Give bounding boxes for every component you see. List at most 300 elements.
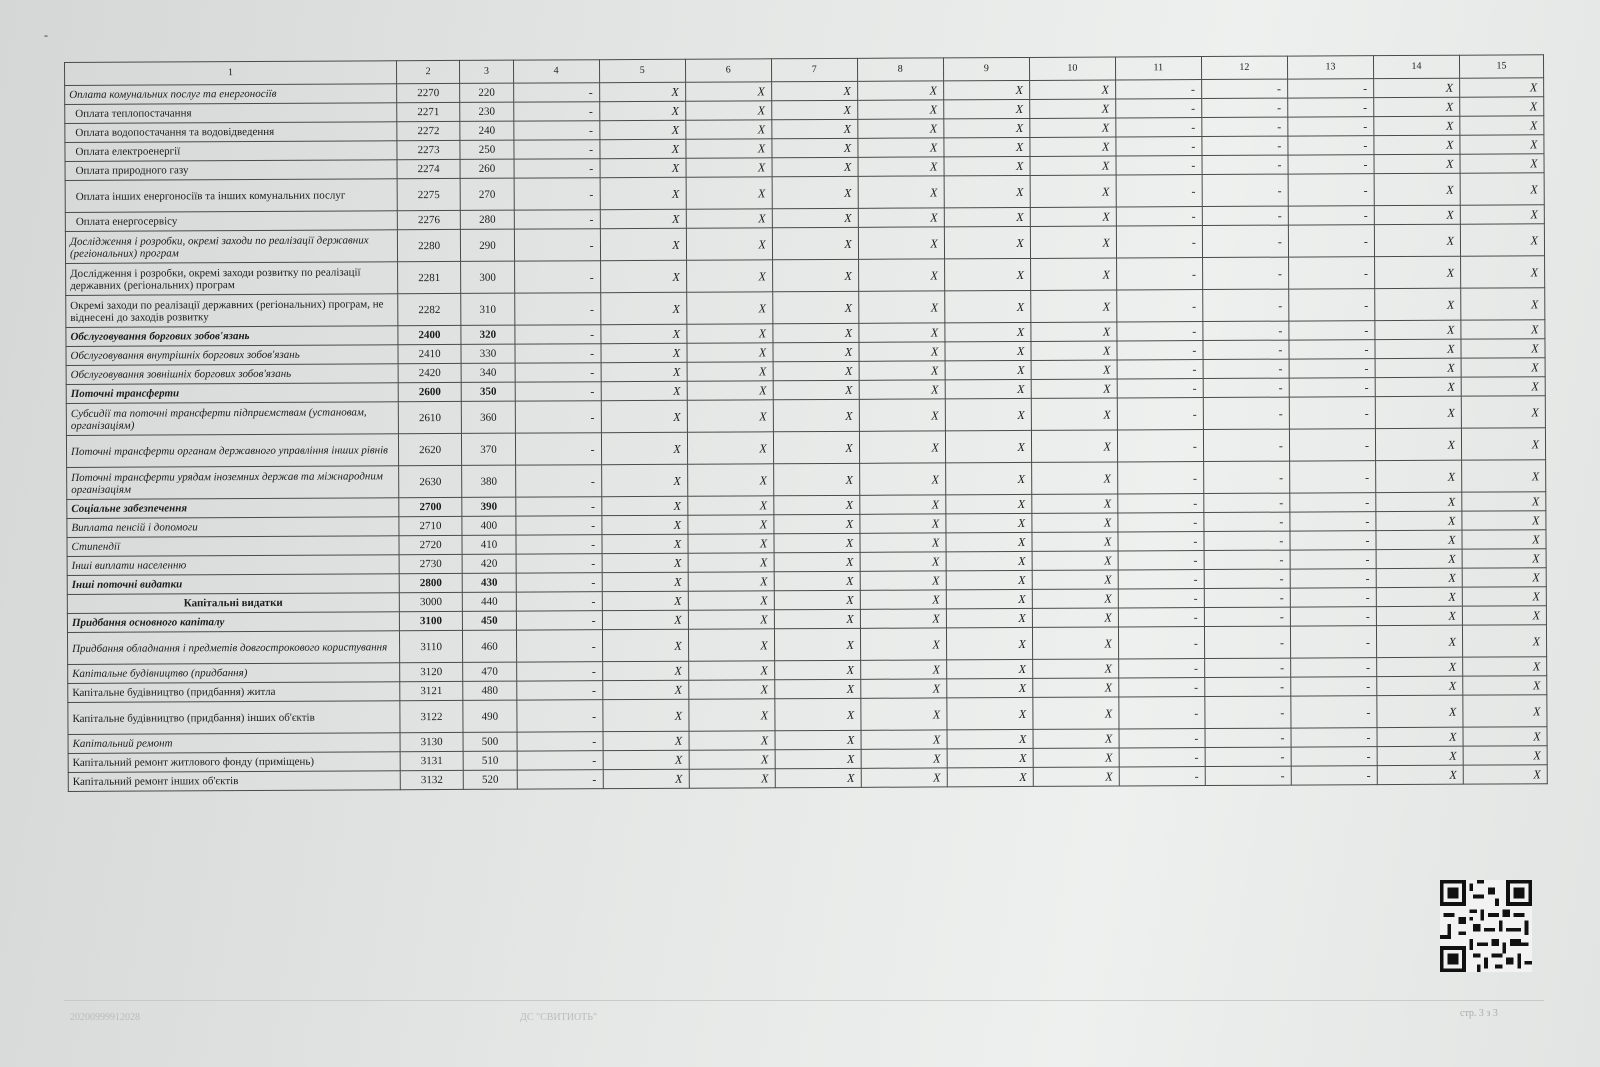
cell-dash: -: [1290, 531, 1376, 550]
cell-x-mark: X: [1461, 320, 1545, 339]
cell-x-mark: X: [1031, 341, 1117, 360]
cell-x-mark: X: [1462, 625, 1546, 657]
row-line-number: 280: [461, 210, 514, 229]
cell-dash: -: [1118, 513, 1204, 532]
row-line-number: 350: [462, 382, 515, 401]
cell-x-mark: X: [1376, 511, 1462, 530]
cell-x-mark: X: [686, 177, 772, 209]
cell-x-mark: X: [689, 699, 775, 731]
cell-x-mark: X: [771, 119, 857, 138]
cell-x-mark: X: [1032, 551, 1118, 570]
cell-dash: -: [1289, 461, 1375, 493]
cell-x-mark: X: [1377, 657, 1463, 676]
cell-x-mark: X: [1377, 676, 1463, 695]
cell-x-mark: X: [1376, 549, 1462, 568]
row-code: 3000: [399, 592, 463, 611]
cell-x-mark: X: [774, 571, 860, 590]
cell-dash: -: [1289, 429, 1375, 461]
cell-x-mark: X: [1374, 116, 1460, 135]
cell-x-mark: X: [1033, 748, 1119, 767]
row-line-number: 510: [463, 751, 516, 770]
cell-x-mark: X: [602, 553, 688, 572]
cell-x-mark: X: [600, 209, 686, 228]
cell-x-mark: X: [947, 748, 1033, 767]
cell-x-mark: X: [1462, 568, 1546, 587]
cell-x-mark: X: [1033, 697, 1119, 729]
cell-x-mark: X: [1460, 224, 1544, 256]
cell-x-mark: X: [1031, 360, 1117, 379]
cell-dash: -: [1204, 512, 1290, 531]
cell-x-mark: X: [858, 208, 944, 227]
cell-x-mark: X: [686, 292, 772, 324]
cell-x-mark: X: [774, 609, 860, 628]
cell-dash: -: [516, 662, 602, 681]
cell-x-mark: X: [775, 749, 861, 768]
cell-x-mark: X: [771, 81, 857, 100]
cell-x-mark: X: [944, 207, 1030, 226]
cell-x-mark: X: [946, 494, 1032, 513]
row-line-number: 410: [462, 535, 515, 554]
cell-x-mark: X: [601, 432, 687, 464]
cell-x-mark: X: [772, 227, 858, 259]
cell-x-mark: X: [946, 570, 1032, 589]
cell-dash: -: [1204, 531, 1290, 550]
cell-dash: -: [1204, 569, 1290, 588]
cell-x-mark: X: [1460, 78, 1544, 97]
cell-x-mark: X: [687, 496, 773, 515]
cell-x-mark: X: [1030, 118, 1116, 137]
cell-dash: -: [516, 592, 602, 611]
row-line-number: 320: [461, 325, 514, 344]
cell-x-mark: X: [602, 515, 688, 534]
cell-x-mark: X: [1374, 224, 1460, 256]
row-code: 2620: [398, 433, 462, 465]
cell-dash: -: [1203, 289, 1289, 321]
cell-dash: -: [1290, 569, 1376, 588]
cell-x-mark: X: [601, 381, 687, 400]
cell-dash: -: [1117, 462, 1203, 494]
cell-dash: -: [1291, 747, 1377, 766]
row-line-number: 250: [460, 140, 513, 159]
cell-x-mark: X: [861, 749, 947, 768]
cell-x-mark: X: [860, 533, 946, 552]
cell-x-mark: X: [685, 82, 771, 101]
cell-dash: -: [514, 293, 600, 325]
cell-x-mark: X: [1030, 137, 1116, 156]
cell-dash: -: [515, 433, 601, 465]
cell-dash: -: [1117, 398, 1203, 430]
cell-x-mark: X: [774, 660, 860, 679]
cell-x-mark: X: [689, 769, 775, 788]
cell-x-mark: X: [600, 139, 686, 158]
row-line-number: 500: [463, 732, 516, 751]
cell-dash: -: [1289, 340, 1375, 359]
cell-x-mark: X: [773, 342, 859, 361]
cell-dash: -: [1117, 290, 1203, 322]
cell-dash: -: [516, 554, 602, 573]
column-header: 1: [65, 61, 397, 86]
row-code: 2720: [399, 535, 463, 554]
row-code: 2700: [399, 497, 463, 516]
cell-x-mark: X: [1031, 379, 1117, 398]
row-code: 3120: [399, 662, 463, 681]
cell-x-mark: X: [601, 362, 687, 381]
cell-x-mark: X: [1030, 258, 1116, 290]
cell-x-mark: X: [1032, 532, 1118, 551]
cell-x-mark: X: [774, 514, 860, 533]
cell-dash: -: [1116, 99, 1202, 118]
row-name: Обслуговування боргових зобов'язань: [66, 326, 398, 347]
cell-x-mark: X: [860, 679, 946, 698]
cell-dash: -: [516, 535, 602, 554]
cell-dash: -: [1291, 728, 1377, 747]
cell-x-mark: X: [687, 343, 773, 362]
cell-x-mark: X: [1032, 494, 1118, 513]
cell-dash: -: [517, 751, 603, 770]
row-name: Дослідження і розробки, окремі заходи по реалізації державних (регіональних) програм: [65, 230, 397, 264]
cell-x-mark: X: [686, 139, 772, 158]
row-code: 2600: [398, 382, 462, 401]
cell-dash: -: [516, 630, 602, 662]
cell-x-mark: X: [859, 380, 945, 399]
cell-x-mark: X: [600, 228, 686, 260]
cell-dash: -: [1291, 677, 1377, 696]
row-name: Інші поточні видатки: [67, 574, 399, 595]
row-name: Оплата інших енергоносіїв та інших комунальних послуг: [65, 179, 397, 213]
cell-x-mark: X: [1462, 530, 1546, 549]
row-line-number: 430: [463, 573, 516, 592]
column-header: 5: [599, 59, 685, 82]
cell-x-mark: X: [602, 572, 688, 591]
cell-x-mark: X: [687, 464, 773, 496]
cell-x-mark: X: [775, 768, 861, 787]
row-line-number: 330: [461, 344, 514, 363]
row-line-number: 290: [461, 229, 514, 261]
cell-dash: -: [517, 732, 603, 751]
cell-x-mark: X: [687, 381, 773, 400]
cell-x-mark: X: [946, 627, 1032, 659]
cell-x-mark: X: [687, 362, 773, 381]
cell-dash: -: [1203, 340, 1289, 359]
row-name: Капітальне будівництво (придбання) житла: [68, 682, 400, 703]
row-name: Виплата пенсій і допомоги: [67, 517, 399, 538]
cell-x-mark: X: [602, 610, 688, 629]
cell-dash: -: [514, 229, 600, 261]
cell-dash: -: [515, 465, 601, 497]
cell-x-mark: X: [686, 228, 772, 260]
cell-x-mark: X: [1463, 765, 1547, 784]
row-name: Капітальний ремонт: [68, 733, 400, 754]
cell-x-mark: X: [946, 659, 1032, 678]
cell-x-mark: X: [859, 323, 945, 342]
cell-dash: -: [1205, 747, 1291, 766]
column-header: 3: [460, 60, 513, 83]
cell-x-mark: X: [1377, 765, 1463, 784]
cell-x-mark: X: [861, 768, 947, 787]
cell-x-mark: X: [689, 731, 775, 750]
cell-x-mark: X: [687, 432, 773, 464]
cell-dash: -: [1116, 258, 1202, 290]
cell-dash: -: [1287, 79, 1373, 98]
cell-x-mark: X: [946, 513, 1032, 532]
cell-dash: -: [1119, 697, 1205, 729]
cell-x-mark: X: [603, 731, 689, 750]
row-code: 2710: [399, 516, 463, 535]
row-code: 3121: [400, 681, 464, 700]
cell-dash: -: [1288, 98, 1374, 117]
cell-x-mark: X: [773, 431, 859, 463]
cell-dash: -: [1117, 322, 1203, 341]
cell-x-mark: X: [1461, 339, 1545, 358]
cell-dash: -: [1205, 696, 1291, 728]
cell-x-mark: X: [1460, 154, 1544, 173]
cell-x-mark: X: [601, 400, 687, 432]
cell-x-mark: X: [857, 100, 943, 119]
cell-dash: -: [513, 121, 599, 140]
cell-dash: -: [515, 344, 601, 363]
cell-dash: -: [1290, 493, 1376, 512]
corner-mark: -: [44, 28, 48, 42]
row-code: 2420: [398, 363, 462, 382]
cell-dash: -: [1289, 289, 1375, 321]
row-line-number: 240: [460, 121, 513, 140]
row-line-number: 480: [463, 681, 516, 700]
cell-x-mark: X: [772, 138, 858, 157]
cell-x-mark: X: [772, 291, 858, 323]
row-code: 3131: [400, 751, 464, 770]
row-name: Оплата теплопостачання: [65, 103, 397, 124]
cell-x-mark: X: [1463, 746, 1547, 765]
cell-x-mark: X: [1461, 396, 1545, 428]
cell-dash: -: [1289, 397, 1375, 429]
footer-org-name: ДС "СВИТИОТЬ": [520, 1012, 598, 1023]
row-code: 2630: [398, 465, 462, 497]
cell-dash: -: [514, 159, 600, 178]
cell-x-mark: X: [858, 291, 944, 323]
cell-x-mark: X: [772, 259, 858, 291]
cell-x-mark: X: [858, 119, 944, 138]
cell-x-mark: X: [858, 227, 944, 259]
row-name: Оплата природного газу: [65, 160, 397, 181]
cell-x-mark: X: [688, 680, 774, 699]
cell-x-mark: X: [1376, 530, 1462, 549]
cell-dash: -: [1202, 225, 1288, 257]
footer-divider: [64, 1000, 1544, 1001]
cell-x-mark: X: [1030, 207, 1116, 226]
cell-dash: -: [1288, 117, 1374, 136]
cell-x-mark: X: [600, 292, 686, 324]
cell-dash: -: [513, 102, 599, 121]
cell-x-mark: X: [688, 572, 774, 591]
cell-x-mark: X: [771, 100, 857, 119]
column-header: 8: [857, 58, 943, 81]
cell-dash: -: [1118, 589, 1204, 608]
cell-x-mark: X: [944, 175, 1030, 207]
cell-x-mark: X: [860, 609, 946, 628]
cell-x-mark: X: [602, 699, 688, 731]
cell-x-mark: X: [859, 342, 945, 361]
row-name: Обслуговування зовнішніх боргових зобов'язань: [66, 364, 398, 385]
row-code: 2271: [397, 102, 461, 121]
cell-dash: -: [1202, 155, 1288, 174]
cell-x-mark: X: [1375, 377, 1461, 396]
footer-page-number: стр. 3 з 3: [1460, 1008, 1498, 1019]
cell-x-mark: X: [1460, 97, 1544, 116]
row-line-number: 370: [462, 433, 515, 465]
cell-x-mark: X: [1375, 396, 1461, 428]
cell-x-mark: X: [1460, 205, 1544, 224]
cell-x-mark: X: [946, 532, 1032, 551]
cell-dash: -: [515, 382, 601, 401]
cell-dash: -: [1117, 360, 1203, 379]
cell-x-mark: X: [687, 324, 773, 343]
cell-dash: -: [1202, 117, 1288, 136]
cell-dash: -: [1118, 627, 1204, 659]
cell-dash: -: [513, 83, 599, 102]
row-line-number: 390: [462, 497, 515, 516]
cell-x-mark: X: [1461, 358, 1545, 377]
cell-x-mark: X: [860, 514, 946, 533]
cell-x-mark: X: [1462, 549, 1546, 568]
cell-x-mark: X: [1032, 570, 1118, 589]
cell-dash: -: [1202, 174, 1288, 206]
cell-x-mark: X: [775, 698, 861, 730]
cell-dash: -: [515, 401, 601, 433]
cell-dash: -: [516, 611, 602, 630]
cell-x-mark: X: [1460, 135, 1544, 154]
cell-dash: -: [1117, 379, 1203, 398]
cell-x-mark: X: [1374, 135, 1460, 154]
cell-dash: -: [514, 261, 600, 293]
cell-x-mark: X: [773, 463, 859, 495]
cell-x-mark: X: [1377, 746, 1463, 765]
cell-x-mark: X: [1029, 99, 1115, 118]
row-code: 2282: [398, 293, 462, 325]
cell-dash: -: [1118, 551, 1204, 570]
cell-x-mark: X: [1463, 657, 1547, 676]
row-line-number: 520: [464, 770, 517, 789]
cell-dash: -: [1203, 429, 1289, 461]
cell-x-mark: X: [1031, 398, 1117, 430]
cell-dash: -: [516, 700, 602, 732]
row-name: Капітальні видатки: [67, 593, 399, 614]
cell-x-mark: X: [599, 101, 685, 120]
cell-x-mark: X: [1031, 322, 1117, 341]
cell-x-mark: X: [602, 629, 688, 661]
cell-dash: -: [1116, 207, 1202, 226]
cell-x-mark: X: [1375, 320, 1461, 339]
cell-x-mark: X: [773, 380, 859, 399]
cell-x-mark: X: [774, 628, 860, 660]
cell-dash: -: [1288, 136, 1374, 155]
cell-x-mark: X: [858, 259, 944, 291]
cell-x-mark: X: [1375, 288, 1461, 320]
cell-x-mark: X: [1376, 587, 1462, 606]
cell-dash: -: [517, 770, 603, 789]
cell-x-mark: X: [859, 431, 945, 463]
cell-x-mark: X: [945, 398, 1031, 430]
cell-dash: -: [1291, 766, 1377, 785]
cell-x-mark: X: [603, 769, 689, 788]
cell-dash: -: [1203, 397, 1289, 429]
row-code: 2272: [397, 121, 461, 140]
cell-dash: -: [1290, 550, 1376, 569]
cell-x-mark: X: [944, 156, 1030, 175]
row-line-number: 440: [463, 592, 516, 611]
cell-x-mark: X: [774, 679, 860, 698]
cell-x-mark: X: [773, 323, 859, 342]
cell-x-mark: X: [601, 464, 687, 496]
budget-table-wrapper: [64, 54, 1548, 792]
cell-x-mark: X: [945, 322, 1031, 341]
cell-dash: -: [516, 573, 602, 592]
cell-x-mark: X: [945, 379, 1031, 398]
row-name: Поточні трансферти: [66, 383, 398, 404]
row-code: 2276: [397, 210, 461, 229]
cell-x-mark: X: [1376, 568, 1462, 587]
cell-x-mark: X: [601, 343, 687, 362]
cell-x-mark: X: [943, 80, 1029, 99]
cell-dash: -: [1288, 206, 1374, 225]
row-line-number: 220: [460, 83, 513, 102]
cell-dash: -: [1119, 678, 1205, 697]
row-name: Капітальне будівництво (придбання) інших об'єктів: [68, 701, 400, 735]
row-line-number: 260: [460, 159, 513, 178]
row-code: 3130: [400, 732, 464, 751]
cell-x-mark: X: [944, 226, 1030, 258]
cell-x-mark: X: [1462, 492, 1546, 511]
row-code: 2410: [398, 344, 462, 363]
cell-dash: -: [1290, 512, 1376, 531]
cell-x-mark: X: [688, 591, 774, 610]
cell-x-mark: X: [1032, 589, 1118, 608]
cell-dash: -: [1204, 588, 1290, 607]
row-name: Капітальний ремонт житлового фонду (приміщень): [68, 752, 400, 773]
cell-x-mark: X: [1460, 256, 1544, 288]
cell-x-mark: X: [859, 463, 945, 495]
cell-dash: -: [1205, 728, 1291, 747]
cell-x-mark: X: [860, 552, 946, 571]
cell-x-mark: X: [689, 750, 775, 769]
cell-x-mark: X: [860, 571, 946, 590]
cell-dash: -: [1289, 378, 1375, 397]
row-code: 2400: [398, 325, 462, 344]
cell-x-mark: X: [1463, 695, 1547, 727]
cell-x-mark: X: [1376, 460, 1462, 492]
cell-x-mark: X: [859, 361, 945, 380]
row-code: 3100: [399, 611, 463, 630]
cell-dash: -: [1205, 766, 1291, 785]
column-header: 15: [1459, 55, 1543, 78]
cell-dash: -: [515, 363, 601, 382]
cell-x-mark: X: [688, 661, 774, 680]
row-code: 2280: [397, 229, 461, 261]
row-line-number: 310: [461, 293, 514, 325]
cell-x-mark: X: [946, 589, 1032, 608]
cell-x-mark: X: [1375, 339, 1461, 358]
cell-x-mark: X: [946, 678, 1032, 697]
column-header: 13: [1287, 56, 1373, 79]
cell-dash: -: [1204, 626, 1290, 658]
row-code: 2610: [398, 401, 462, 433]
cell-x-mark: X: [1463, 727, 1547, 746]
cell-x-mark: X: [685, 101, 771, 120]
cell-x-mark: X: [1033, 729, 1119, 748]
row-name: Капітальний ремонт інших об'єктів: [68, 771, 400, 792]
cell-dash: -: [1290, 588, 1376, 607]
cell-x-mark: X: [858, 176, 944, 208]
cell-x-mark: X: [1462, 606, 1546, 625]
